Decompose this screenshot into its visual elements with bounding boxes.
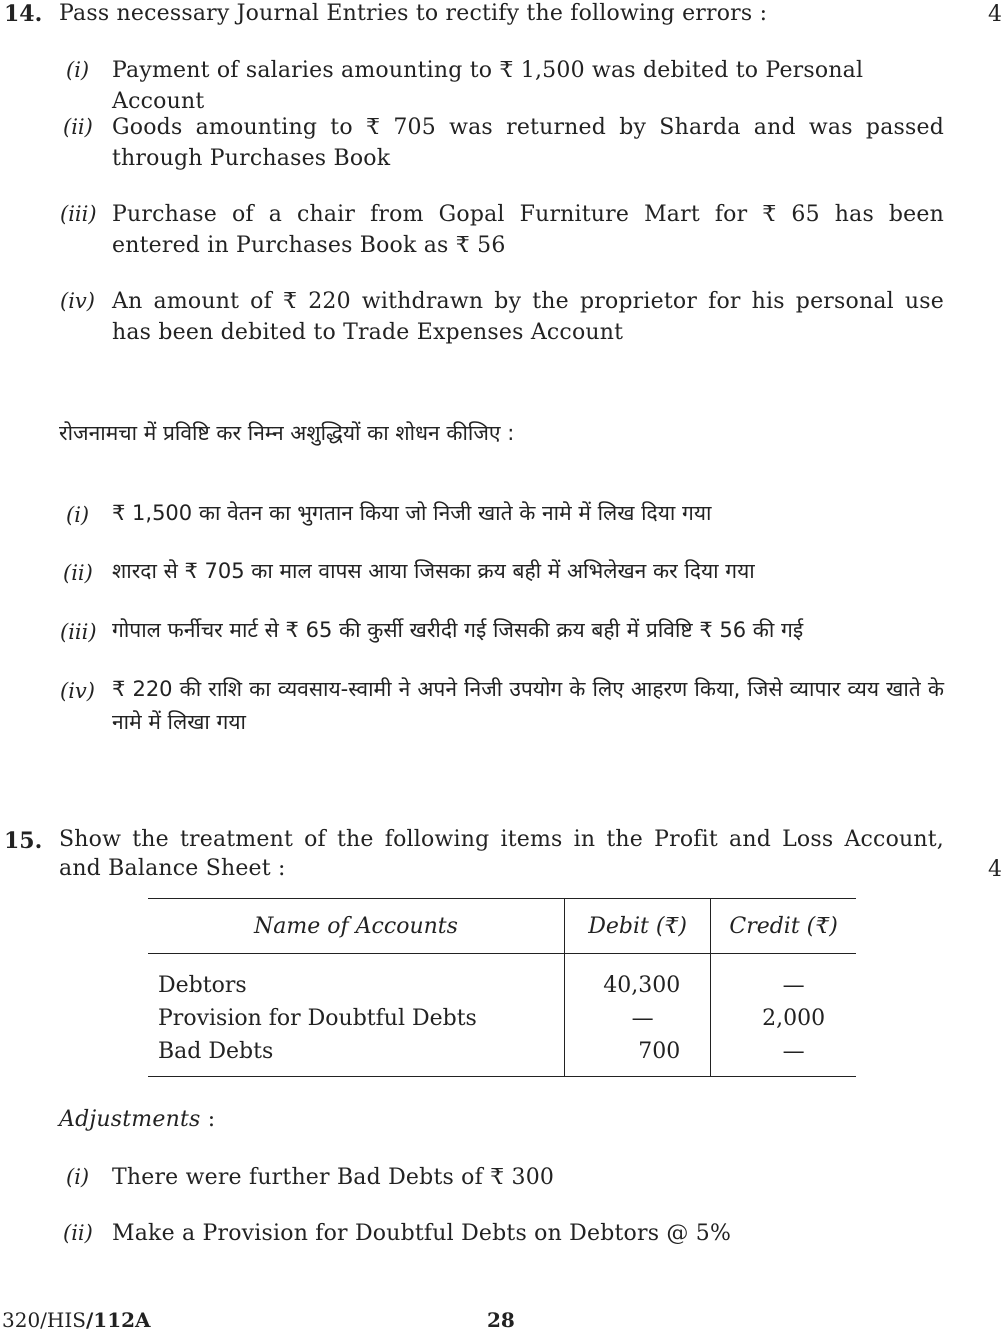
table-cell-name: Debtors (158, 973, 247, 998)
q14-number: 14. (4, 1, 43, 27)
table-cell-debit: — (631, 1006, 654, 1031)
adjustments-heading (59, 1104, 215, 1135)
q14-hindi-item-label: (iii) (60, 620, 97, 644)
adjustments-colon: : (207, 1107, 216, 1132)
q14-item-label: (ii) (63, 115, 93, 139)
header-credit: Credit (₹) (711, 899, 856, 954)
q14-hindi-item-label: (i) (66, 503, 90, 527)
q15-number: 15. (4, 828, 43, 854)
paper-code-suffix: /112A (85, 1308, 151, 1332)
credit-column (711, 954, 856, 1077)
table-cell-credit: — (782, 1039, 805, 1064)
adjustment-text: Make a Provision for Doubtful Debts on Debtors @ 5% (112, 1221, 732, 1246)
table-cell-credit: — (782, 973, 805, 998)
q14-hindi-item-text: ₹ 1,500 का वेतन का भुगतान किया जो निजी खाते के नामे में लिख दिया गया (112, 501, 712, 525)
q14-hindi-item-label: (iv) (60, 679, 95, 703)
header-debit: Debit (₹) (564, 899, 710, 954)
q14-title: Pass necessary Journal Entries to rectify the following errors : (59, 1, 768, 26)
q14-marks: 4 (988, 2, 1002, 27)
table-cell-name: Provision for Doubtful Debts (158, 1006, 477, 1031)
adjustment-text: There were further Bad Debts of ₹ 300 (112, 1165, 555, 1190)
table-header-row (148, 899, 856, 954)
table-cell-debit: 40,300 (603, 973, 681, 998)
header-name-of-accounts: Name of Accounts (148, 899, 564, 954)
table-cell-debit: 700 (638, 1039, 681, 1064)
q14-hindi-item-text: शारदा से ₹ 705 का माल वापस आया जिसका क्रय बही में अभिलेखन कर दिया गया (112, 559, 755, 583)
q14-item-text: Goods amounting to ₹ 705 was returned by Sharda and was passed through Purchases Book (112, 115, 944, 171)
q14-item-label: (iii) (60, 202, 97, 226)
table-cell-name: Bad Debts (158, 1039, 274, 1064)
q14-item-text: Purchase of a chair from Gopal Furniture Mart for ₹ 65 has been entered in Purchases Book as ₹ 56 (112, 202, 944, 258)
q14-hindi-item-text: ₹ 220 की राशि का व्यवसाय-स्वामी ने अपने निजी उपयोग के लिए आहरण किया, जिसे व्यापार व्यय खाते के नामे में लिखा गया (112, 677, 944, 734)
table-body-row (148, 954, 856, 1077)
paper-code (2, 1308, 151, 1332)
q14-title-hindi: रोजनामचा में प्रविष्टि कर निम्न अशुद्धियों का शोधन कीजिए : (59, 421, 515, 445)
adjustment-label: (ii) (63, 1221, 93, 1245)
paper-code-prefix: 320/HIS (2, 1308, 86, 1332)
table-cell-credit: 2,000 (762, 1006, 826, 1031)
q14-item-label: (i) (66, 58, 90, 82)
q14-hindi-item-label: (ii) (63, 561, 93, 585)
adjustments-label: Adjustments (59, 1107, 201, 1132)
debit-column (564, 954, 710, 1077)
q15-title: Show the treatment of the following items in the Profit and Loss Account, and Balance Sheet : (59, 827, 944, 881)
q15-marks: 4 (988, 857, 1002, 882)
q14-hindi-item-text: गोपाल फर्नीचर मार्ट से ₹ 65 की कुर्सी खरीदी गई जिसकी क्रय बही में प्रविष्टि ₹ 56 की गई (112, 618, 804, 642)
q14-item-text: Payment of salaries amounting to ₹ 1,500 was debited to Personal Account (112, 58, 864, 114)
page-number: 28 (487, 1308, 515, 1332)
adjustment-label: (i) (66, 1165, 90, 1189)
q14-item-label: (iv) (60, 289, 95, 313)
q14-item-text: An amount of ₹ 220 withdrawn by the proprietor for his personal use has been debited to Trade Expenses Account (112, 289, 944, 345)
name-column (148, 954, 564, 1077)
accounts-table (148, 899, 856, 1076)
accounts-table-wrapper (148, 898, 856, 1077)
